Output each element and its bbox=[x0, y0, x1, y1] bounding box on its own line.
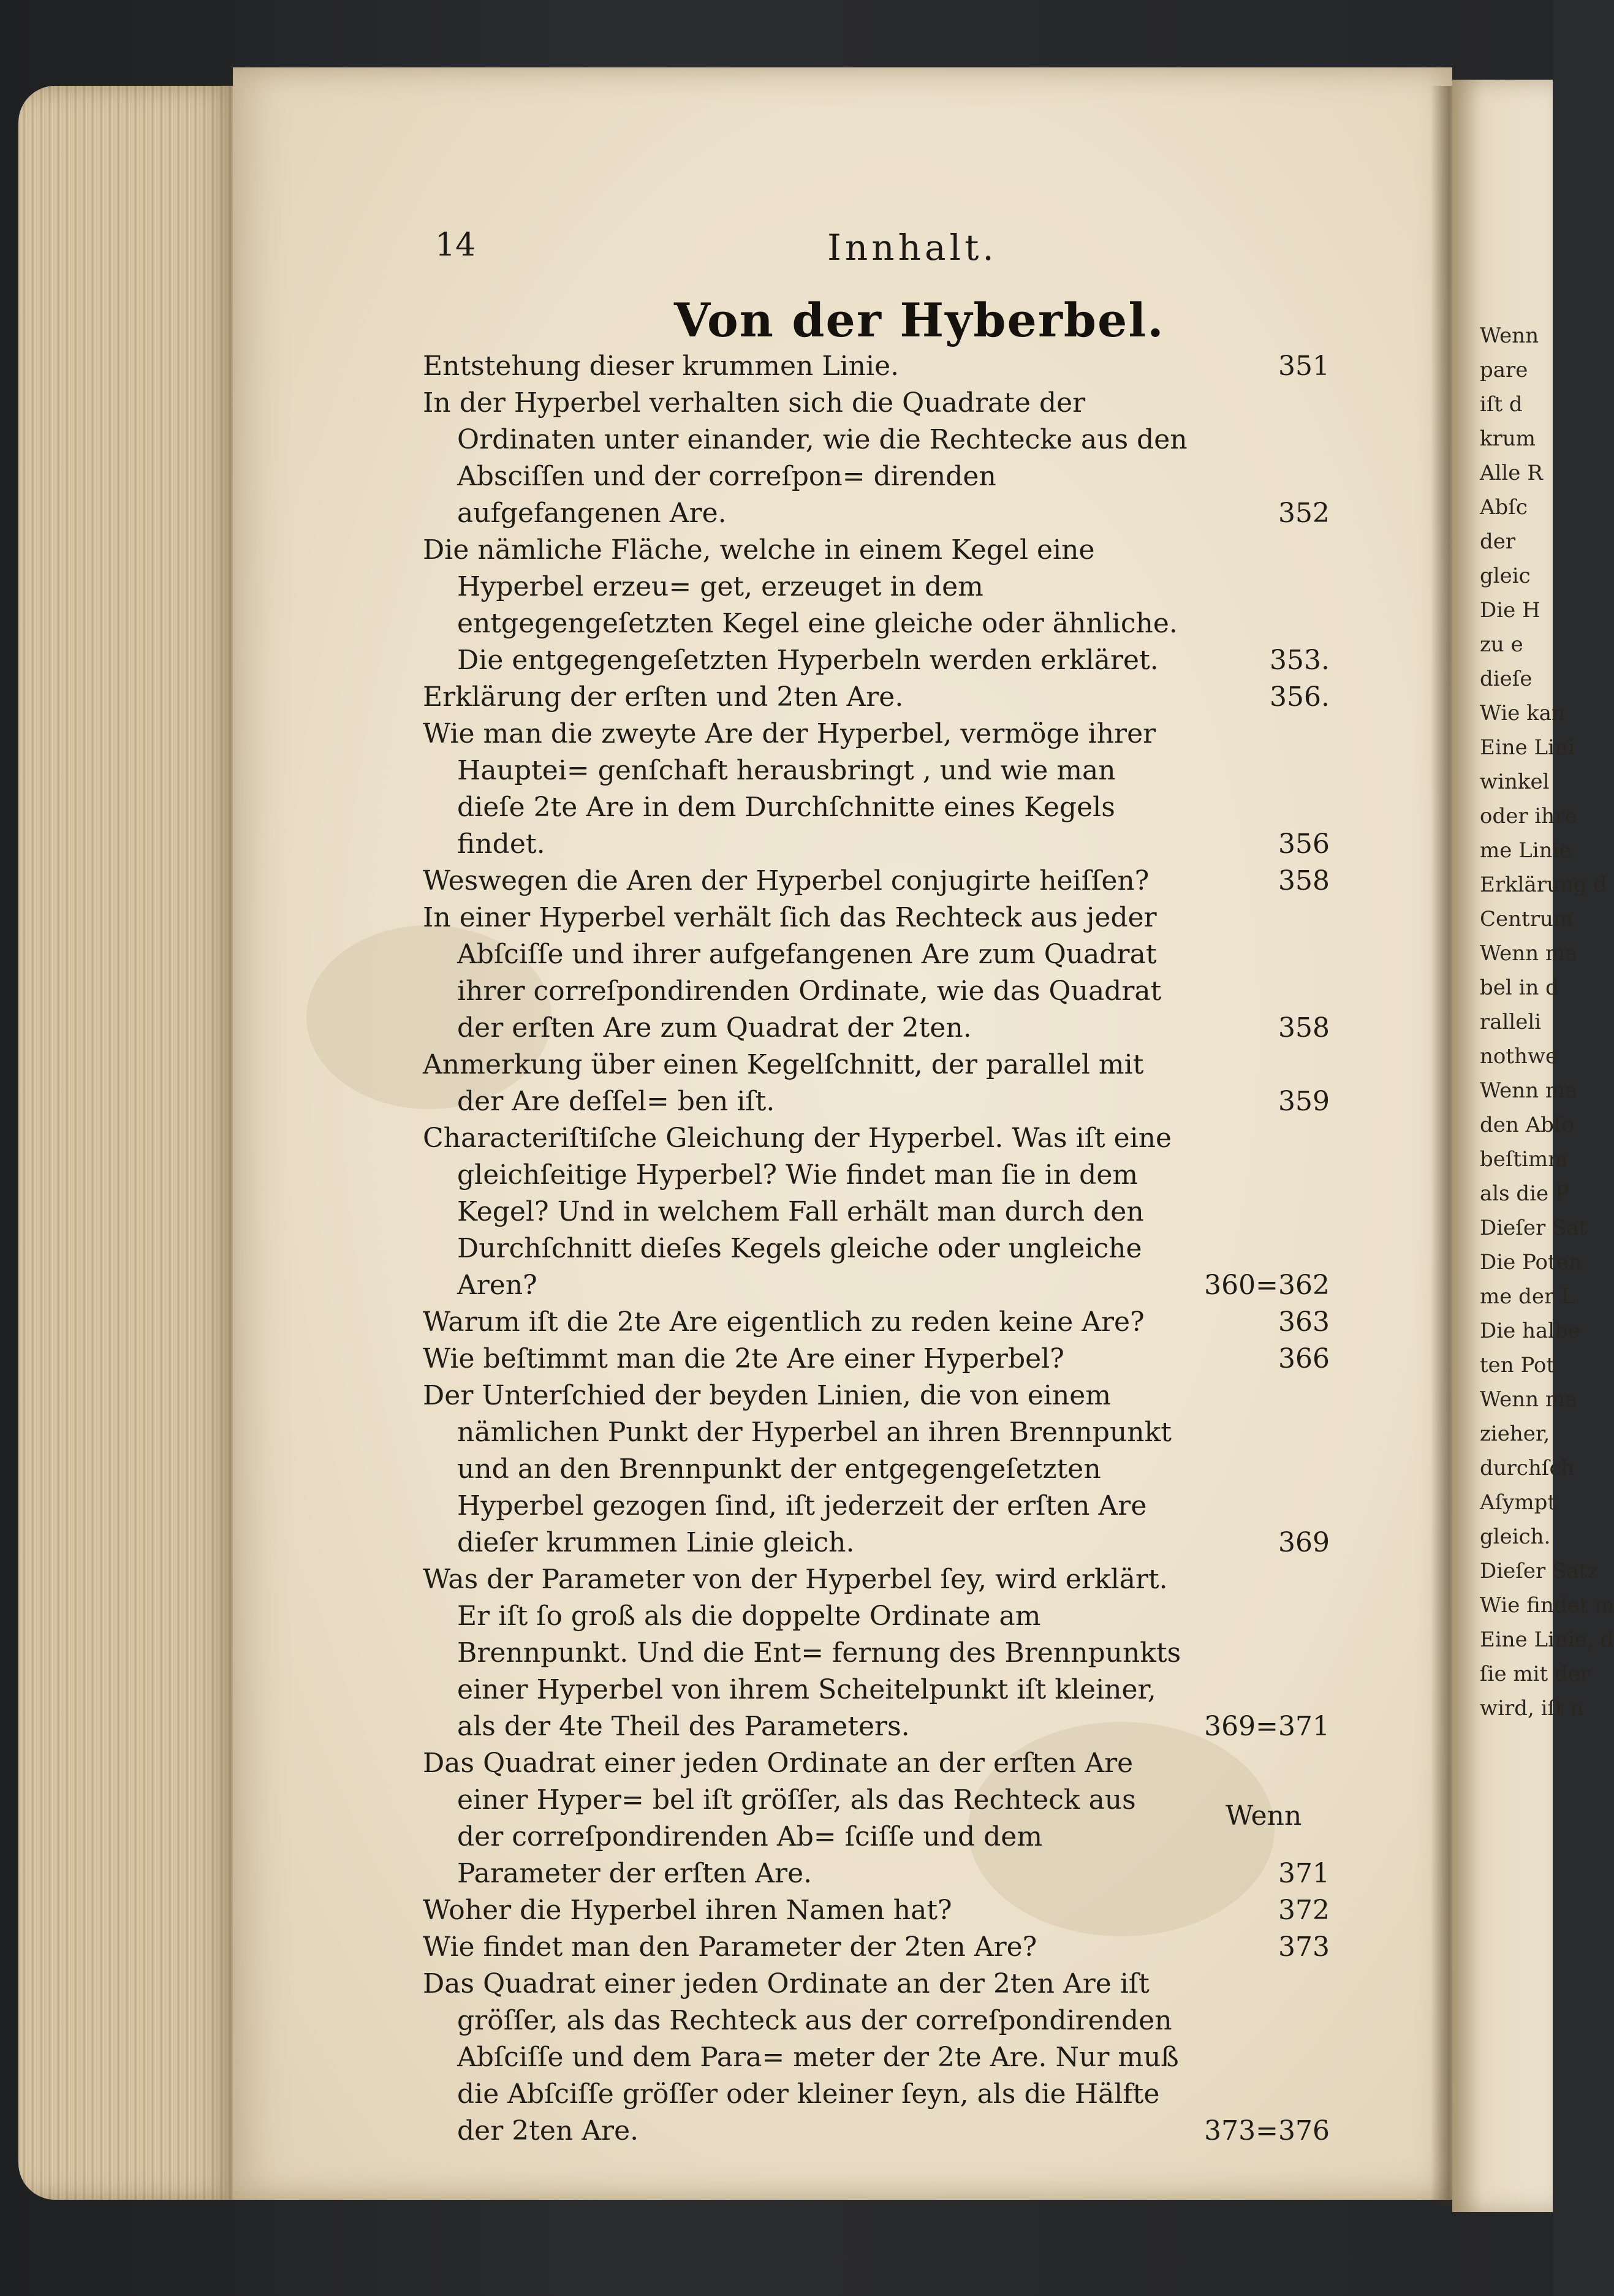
toc-entry-text: In einer Hyperbel verhält ſich das Rechteck aus jeder Abſciſſe und ihrer aufgefangenen Are zum Quadrat ihrer correſpondirenden Ordinate, wie das Quadrat der erſten Are zum Quadrat der 2ten. bbox=[423, 902, 1162, 1044]
facing-page-fragment: krum bbox=[1480, 426, 1536, 451]
facing-page-fragment: Dieſer Satz bbox=[1480, 1559, 1599, 1583]
facing-page-fragment: dieſe bbox=[1480, 667, 1533, 691]
toc-entry-page: 356 bbox=[1278, 828, 1330, 860]
toc-entry bbox=[423, 679, 1330, 716]
facing-page-fragment: Wenn ma bbox=[1480, 941, 1578, 966]
toc-entry-page: 372 bbox=[1278, 1895, 1330, 1926]
facing-page-fragment: Eine Lini bbox=[1480, 735, 1575, 760]
toc-entry bbox=[423, 1929, 1330, 1966]
facing-page-fragment: zu e bbox=[1480, 632, 1523, 657]
facing-page-fragment: Wie kan bbox=[1480, 701, 1565, 726]
facing-page-fragment: Die halbe bbox=[1480, 1319, 1580, 1343]
facing-page-fragment: me der L bbox=[1480, 1284, 1575, 1309]
toc-entry bbox=[423, 1047, 1330, 1120]
toc-entry-text: Wie man die zweyte Are der Hyperbel, vermöge ihrer Hauptei= genſchaft herausbringt , und wie man dieſe 2te Are in dem Durchſchnitte eines Kegels findet. bbox=[423, 718, 1156, 860]
facing-page-fragment: Erklärung d bbox=[1480, 873, 1607, 897]
facing-page-fragment: Dieſer Sat bbox=[1480, 1216, 1588, 1240]
toc-entry-page: 366 bbox=[1278, 1343, 1330, 1374]
toc-entry-page: 356. bbox=[1270, 681, 1330, 713]
facing-page-fragment: ſie mit der bbox=[1480, 1662, 1591, 1686]
toc-entry bbox=[423, 1341, 1330, 1377]
facing-page-fragment: Wenn bbox=[1480, 324, 1539, 348]
toc-entry-text: Die nämliche Fläche, welche in einem Kegel eine Hyperbel erzeu= get, erzeuget in dem entgegengeſetzten Kegel eine gleiche oder ähnliche. Die entgegengeſetzten Hyperbeln werden erkläret. bbox=[423, 534, 1178, 676]
facing-page-fragment: Die Poten bbox=[1480, 1250, 1582, 1275]
facing-page-fragment: bel in d bbox=[1480, 976, 1559, 1000]
toc-entry-text: Anmerkung über einen Kegelſchnitt, der parallel mit der Are deſſel= ben iſt. bbox=[423, 1049, 1144, 1117]
facing-page-fragment: den Abſo bbox=[1480, 1113, 1574, 1137]
facing-page-fragment: durchſch bbox=[1480, 1456, 1575, 1480]
table-of-contents bbox=[423, 348, 1330, 2150]
catchword: Wenn bbox=[1226, 1800, 1302, 1832]
toc-entry-page: 353. bbox=[1270, 645, 1330, 676]
facing-page-fragment: Eine Linie, d bbox=[1480, 1627, 1614, 1652]
toc-entry-page: 358 bbox=[1278, 1012, 1330, 1044]
toc-entry-page: 373=376 bbox=[1204, 2115, 1330, 2146]
toc-entry-text: Entstehung dieser krummen Linie. bbox=[423, 350, 900, 382]
facing-page-fragment: Wenn ma bbox=[1480, 1387, 1578, 1412]
toc-entry bbox=[423, 385, 1330, 532]
toc-entry-page: 363 bbox=[1278, 1306, 1330, 1338]
toc-entry-page: 351 bbox=[1278, 350, 1330, 382]
facing-page-fragment: nothwe bbox=[1480, 1044, 1558, 1069]
toc-entry-text: Der Unterſchied der beyden Linien, die von einem nämlichen Punkt der Hyperbel an ihren Brennpunkt und an den Brennpunkt der entgegengeſetzten Hyperbel gezogen ſind, iſt jederzeit der erſten Are dieſer krummen Linie gleich. bbox=[423, 1380, 1172, 1558]
facing-page-fragment: gleich. bbox=[1480, 1525, 1551, 1549]
toc-entry bbox=[423, 1561, 1330, 1745]
facing-page-fragment: ten Pot bbox=[1480, 1353, 1555, 1377]
toc-entry bbox=[423, 1377, 1330, 1561]
running-head: Innhalt. bbox=[827, 227, 998, 268]
facing-page-fragment: Die H bbox=[1480, 598, 1540, 623]
toc-entry bbox=[423, 348, 1330, 385]
toc-entry bbox=[423, 900, 1330, 1047]
facing-page-fragment: oder ihre bbox=[1480, 804, 1577, 828]
toc-entry-text: Weswegen die Aren der Hyperbel conjugirte heiſſen? bbox=[423, 865, 1150, 896]
facing-page-fragment: me Linie bbox=[1480, 838, 1572, 863]
toc-entry-text: In der Hyperbel verhalten sich die Quadrate der Ordinaten unter einander, wie die Rechtecke aus den Absciſſen und der correſpon= direnden aufgefangenen Are. bbox=[423, 387, 1188, 529]
toc-entry-page: 360=362 bbox=[1204, 1270, 1330, 1301]
toc-entry-page: 359 bbox=[1278, 1086, 1330, 1117]
toc-entry-page: 358 bbox=[1278, 865, 1330, 896]
facing-page-fragment: Abſc bbox=[1480, 495, 1528, 520]
toc-entry-text: Characteriſtiſche Gleichung der Hyperbel. Was iſt eine gleichſeitige Hyperbel? Wie findet man ſie in dem Kegel? Und in welchem Fall erhält man durch den Durchſchnitt dieſes Kegels gleiche oder ungleiche Aren? bbox=[423, 1123, 1172, 1301]
book-page-edges bbox=[18, 86, 239, 2200]
facing-page-fragment: Wenn ma bbox=[1480, 1078, 1578, 1103]
facing-page-text bbox=[1480, 319, 1614, 1726]
facing-page-fragment: Aſympt bbox=[1480, 1490, 1556, 1515]
toc-entry-text: Wie findet man den Parameter der 2ten Are? bbox=[423, 1931, 1037, 1963]
toc-entry bbox=[423, 1966, 1330, 2150]
page-number: 14 bbox=[435, 227, 476, 263]
facing-page-fragment: winkel bbox=[1480, 770, 1550, 794]
facing-page-fragment: Alle R bbox=[1480, 461, 1543, 485]
toc-entry bbox=[423, 1120, 1330, 1304]
toc-entry bbox=[423, 1892, 1330, 1929]
toc-entry-page: 369 bbox=[1278, 1527, 1330, 1558]
toc-entry-text: Wie beſtimmt man die 2te Are einer Hyperbel? bbox=[423, 1343, 1064, 1374]
toc-entry-text: Was der Parameter von der Hyperbel ſey, wird erklärt. Er iſt ſo groß als die doppelte Ordinate am Brennpunkt. Und die Ent= fernung des Brennpunkts einer Hyperbel von ihrem Scheitelpunkt iſt kleiner, als der 4te Theil des Parameters. bbox=[423, 1564, 1181, 1742]
toc-entry-text: Das Quadrat einer jeden Ordinate an der erſten Are einer Hyper= bel iſt gröſſer, als das Rechteck aus der correſpondirenden Ab= ſciſſe und dem Parameter der erſten Are. bbox=[423, 1748, 1136, 1889]
toc-entry-text: Das Quadrat einer jeden Ordinate an der 2ten Are iſt gröſſer, als das Rechteck aus der correſpondirenden Abſciſſe und dem Para= meter der 2te Are. Nur muß die Abſciſſe gröſſer oder kleiner ſeyn, als die Hälfte der 2ten Are. bbox=[423, 1968, 1179, 2146]
toc-entry bbox=[423, 716, 1330, 863]
facing-page-fragment: ralleli bbox=[1480, 1010, 1542, 1034]
toc-entry bbox=[423, 532, 1330, 679]
toc-entry bbox=[423, 1304, 1330, 1341]
toc-entry-page: 369=371 bbox=[1204, 1711, 1330, 1742]
toc-entry-text: Woher die Hyperbel ihren Namen hat? bbox=[423, 1895, 952, 1926]
toc-entry bbox=[423, 863, 1330, 900]
facing-page-fragment: Wie findet m bbox=[1480, 1593, 1614, 1618]
page-header bbox=[435, 227, 1324, 282]
section-title: Von der Hyberbel. bbox=[674, 293, 1165, 347]
toc-entry-text: Erklärung der erſten und 2ten Are. bbox=[423, 681, 904, 713]
facing-page-fragment: beſtimm bbox=[1480, 1147, 1568, 1172]
facing-page-fragment: der bbox=[1480, 529, 1516, 554]
facing-page-fragment: Centrum bbox=[1480, 907, 1574, 931]
facing-page-fragment: wird, iſt n bbox=[1480, 1696, 1584, 1721]
facing-page-fragment: pare bbox=[1480, 358, 1528, 382]
toc-entry-text: Warum iſt die 2te Are eigentlich zu reden keine Are? bbox=[423, 1306, 1145, 1338]
facing-page-fragment: zieher, bbox=[1480, 1422, 1550, 1446]
toc-entry-page: 371 bbox=[1278, 1858, 1330, 1889]
facing-page-fragment: iſt d bbox=[1480, 392, 1523, 417]
toc-entry-page: 352 bbox=[1278, 498, 1330, 529]
toc-entry-page: 373 bbox=[1278, 1931, 1330, 1963]
toc-entry bbox=[423, 1745, 1330, 1892]
facing-page-fragment: als die P bbox=[1480, 1181, 1569, 1206]
facing-page-fragment: gleic bbox=[1480, 564, 1531, 588]
